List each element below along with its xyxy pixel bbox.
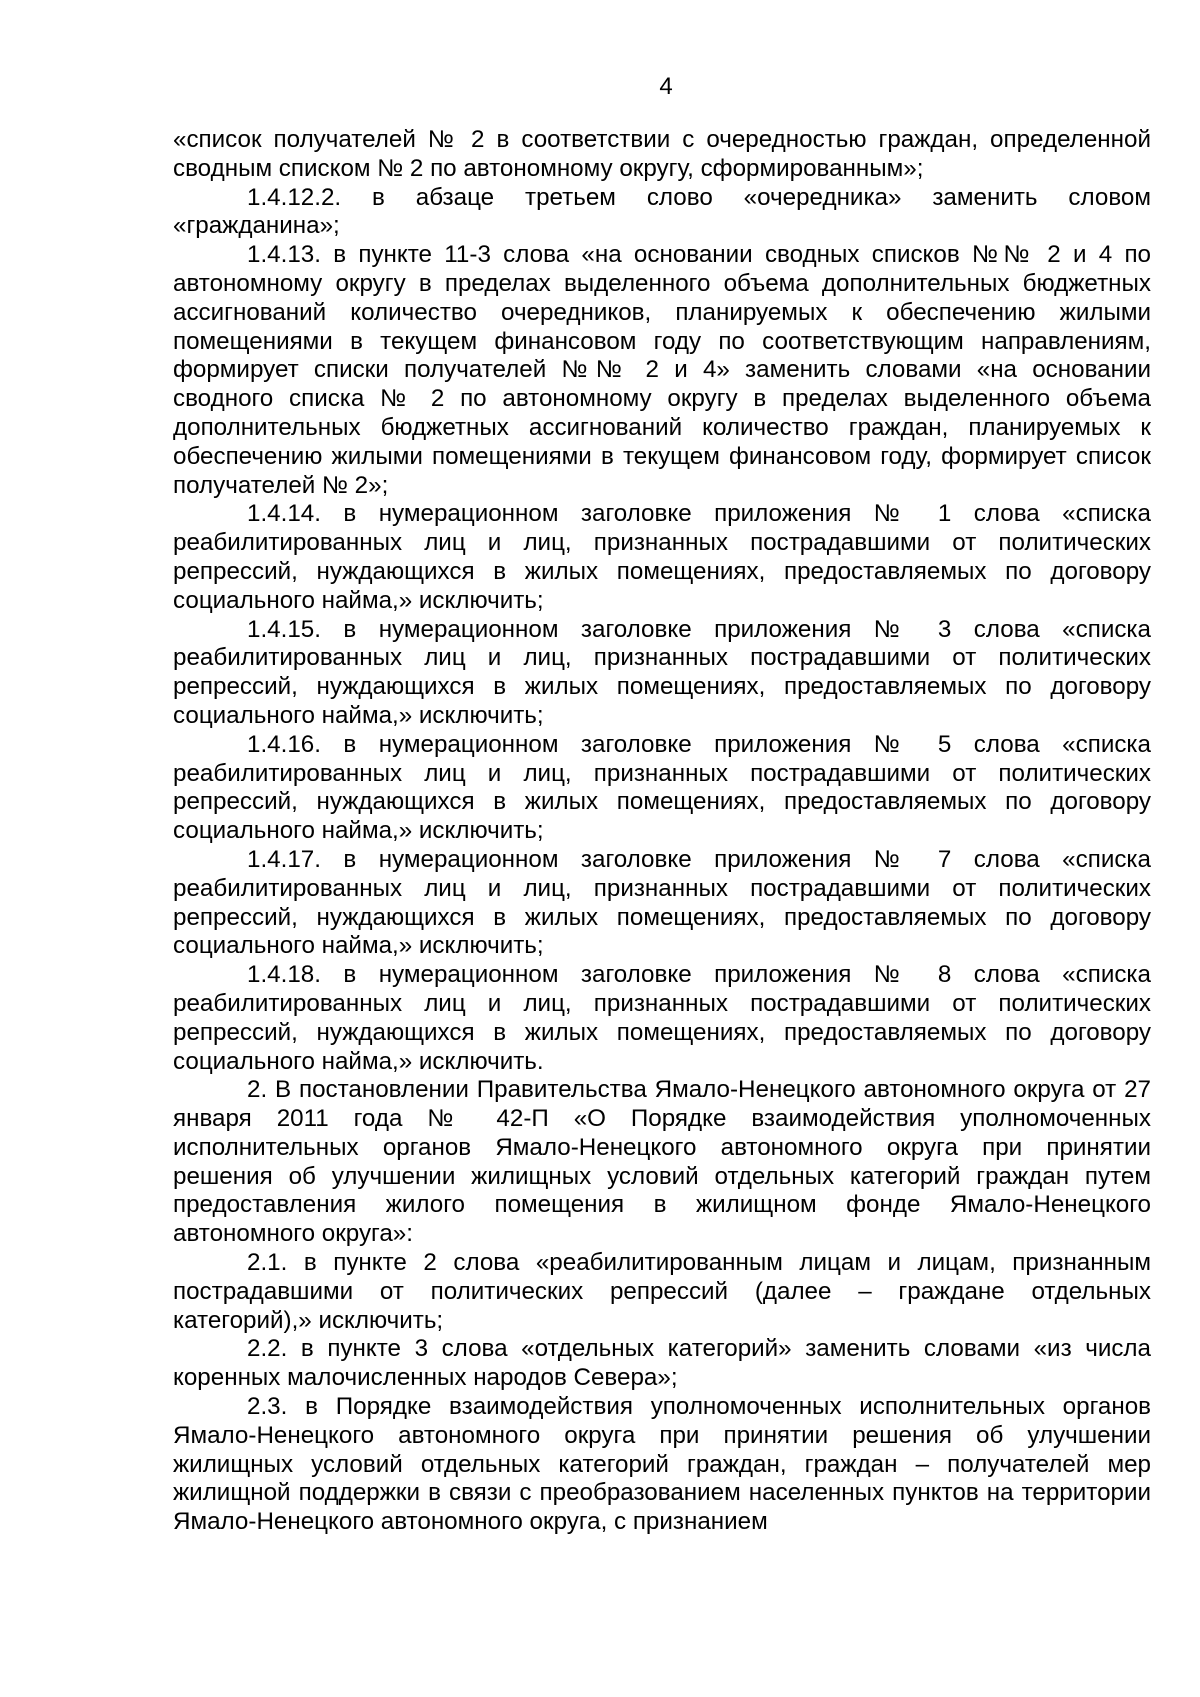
document-body <box>173 126 1151 1537</box>
paragraph-1-4-17: 1.4.17. в нумерационном заголовке приложения № 7 слова «списка реабилитированных лиц и лиц, признанных пострадавшими от политических репрессий, нуждающихся в жилых помещениях, предоставляемых по договору социального найма,» исключить; <box>173 845 1151 960</box>
paragraph-1-4-12-2: 1.4.12.2. в абзаце третьем слово «очередника» заменить словом «гражданина»; <box>173 183 1151 240</box>
paragraph-1-4-15: 1.4.15. в нумерационном заголовке приложения № 3 слова «списка реабилитированных лиц и лиц, признанных пострадавшими от политических репрессий, нуждающихся в жилых помещениях, предоставляемых по договору социального найма,» исключить; <box>173 615 1151 729</box>
page-number: 4 <box>659 73 673 100</box>
paragraph-2-2: 2.2. в пункте 3 слова «отдельных категорий» заменить словами «из числа коренных малочисленных народов Севера»; <box>173 1335 1151 1392</box>
paragraph-2: 2. В постановлении Правительства Ямало-Ненецкого автономного округа от 27 января 2011 года № 42-П «О Порядке взаимодействия уполномоченных исполнительных органов Ямало-Ненецкого автономного округа при принятии решения об улучшении жилищных условий отдельных категорий граждан путем предоставления жилого помещения в жилищном фонде Ямало-Ненецкого автономного округа»: <box>173 1076 1151 1248</box>
paragraph-1-4-16: 1.4.16. в нумерационном заголовке приложения № 5 слова «списка реабилитированных лиц и лиц, признанных пострадавшими от политических репрессий, нуждающихся в жилых помещениях, предоставляемых по договору социального найма,» исключить; <box>173 730 1151 845</box>
paragraph-1-4-18: 1.4.18. в нумерационном заголовке приложения № 8 слова «списка реабилитированных лиц и лиц, признанных пострадавшими от политических репрессий, нуждающихся в жилых помещениях, предоставляемых по договору социального найма,» исключить. <box>173 961 1151 1075</box>
paragraph-2-1: 2.1. в пункте 2 слова «реабилитированным лицам и лицам, признанным пострадавшими от политических репрессий (далее – граждане отдельных категорий),» исключить; <box>173 1249 1151 1334</box>
paragraph-list-recipients-2: «список получателей № 2 в соответствии с очередностью граждан, определенной сводным списком № 2 по автономному округу, сформированным»; <box>173 126 1151 182</box>
paragraph-1-4-14: 1.4.14. в нумерационном заголовке приложения № 1 слова «списка реабилитированных лиц и лиц, признанных пострадавшими от политических репрессий, нуждающихся в жилых помещениях, предоставляемых по договору социального найма,» исключить; <box>173 500 1151 614</box>
paragraph-2-3: 2.3. в Порядке взаимодействия уполномоченных исполнительных органов Ямало-Ненецкого автономного округа при принятии решения об улучшении жилищных условий отдельных категорий граждан, граждан – получателей мер жилищной поддержки в связи с преобразованием населенных пунктов на территории Ямало-Ненецкого автономного округа, с признанием <box>173 1393 1151 1536</box>
paragraph-1-4-13: 1.4.13. в пункте 11-3 слова «на основании сводных списков №№ 2 и 4 по автономному округу в пределах выделенного объема дополнительных бюджетных ассигнований количество очередников, планируемых к обеспечению жилыми помещениями в текущем финансовом году по соответствующим направлениям, формирует списки получателей №№ 2 и 4» заменить словами «на основании сводного списка № 2 по автономному округу в пределах выделенного объема дополнительных бюджетных ассигнований количество граждан, планируемых к обеспечению жилыми помещениями в текущем финансовом году, формирует список получателей № 2»; <box>173 241 1151 499</box>
